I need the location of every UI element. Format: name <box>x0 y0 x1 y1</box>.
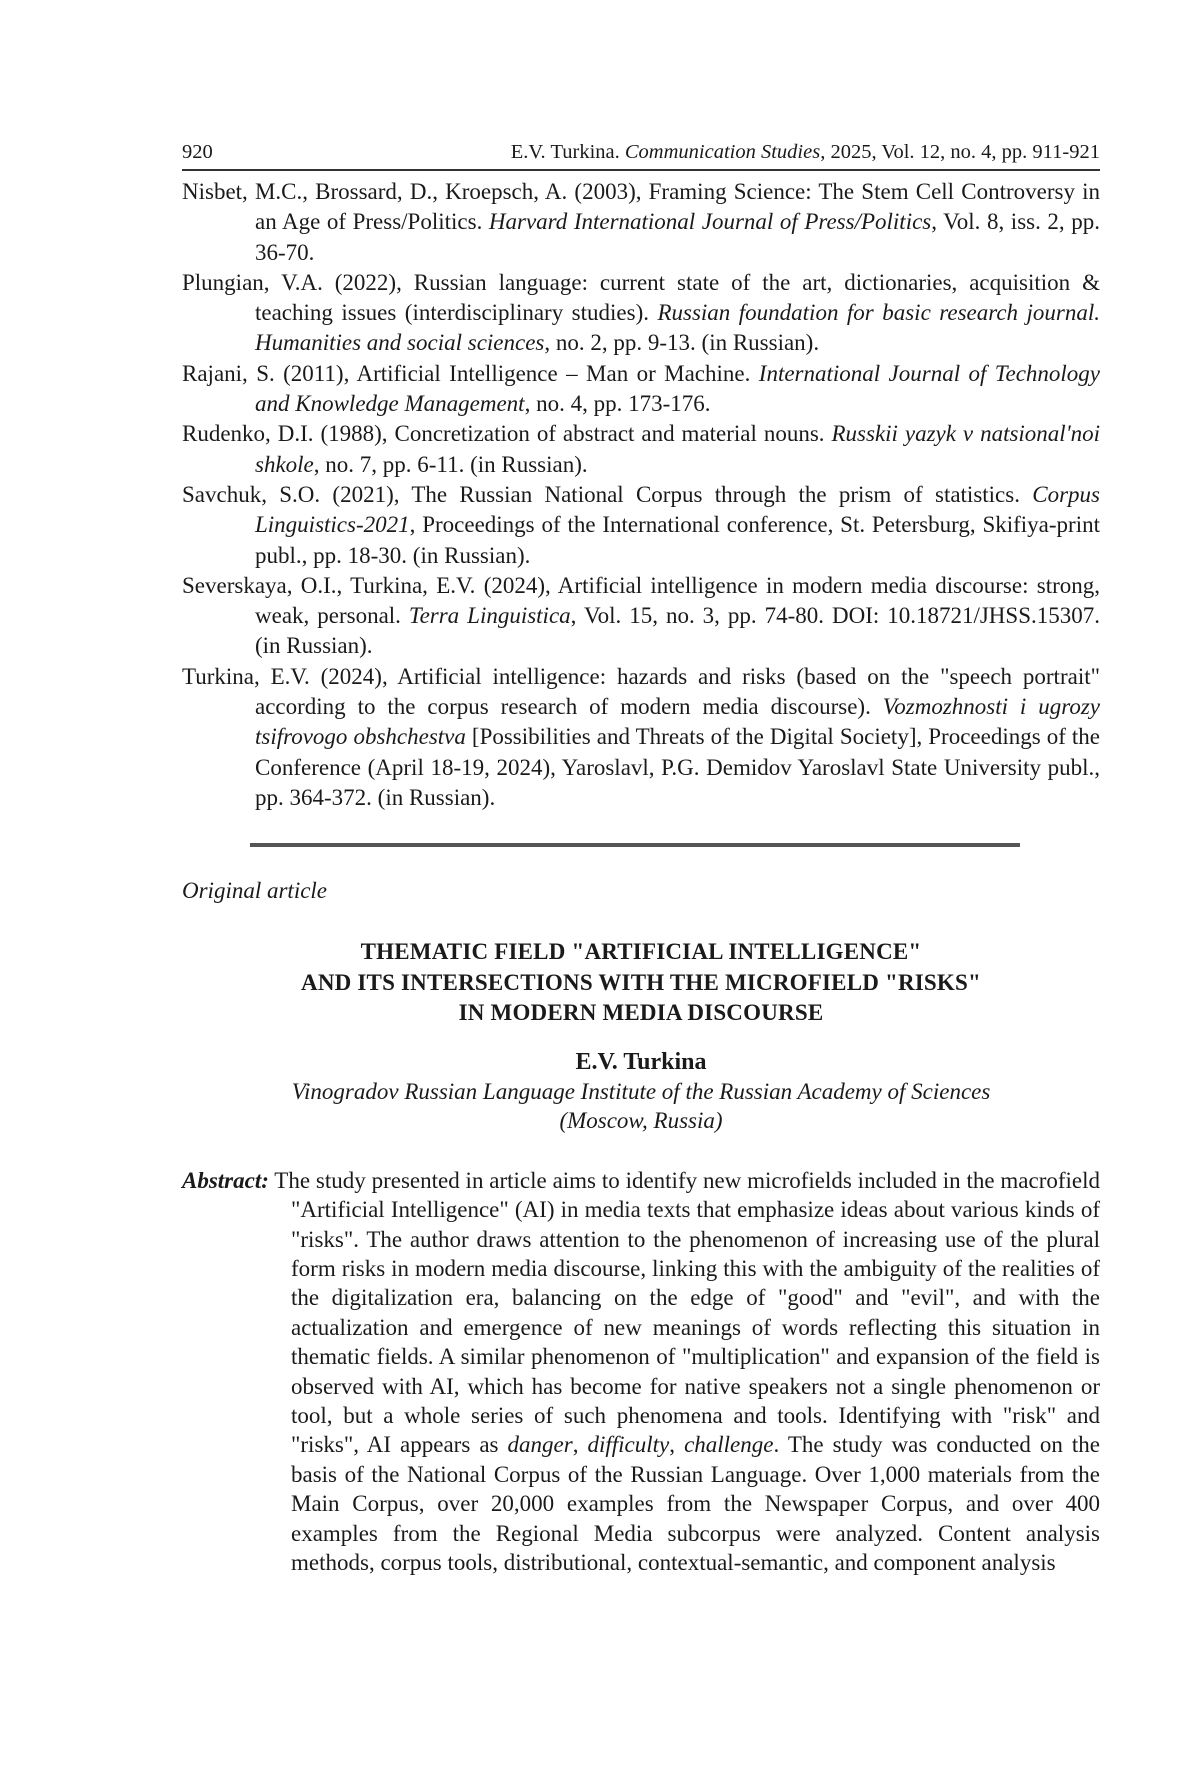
citation-details: , 2025, Vol. 12, no. 4, pp. 911-921 <box>820 141 1100 163</box>
abstract-term: danger <box>507 1432 573 1458</box>
running-citation <box>511 140 1100 164</box>
reference-source: Vozmozhnosti i ugrozy tsifrovogo obshchestva <box>255 694 1100 750</box>
reference-tail: , Vol. 8, iss. 2, pp. 36-70. <box>255 209 1100 265</box>
article-type-label: Original article <box>182 878 328 904</box>
reference-text: Plungian, V.A. (2022), Russian language: current state of the art, dictionaries, acquisition & teaching issues (interdisciplinary studies). <box>182 269 1100 326</box>
title-line: IN MODERN MEDIA DISCOURSE <box>458 1000 824 1026</box>
reference-tail: , Vol. 15, no. 3, pp. 74-80. DOI: 10.18721/JHSS.15307. (in Russian). <box>255 603 1100 659</box>
reference-source: Terra Linguistica <box>408 603 571 629</box>
reference-entry <box>182 268 1100 359</box>
reference-tail: , no. 4, pp. 173-176. <box>524 391 711 417</box>
reference-source: Russkii yazyk v natsional'noi shkole <box>255 421 1100 477</box>
journal-page <box>182 140 1100 1577</box>
reference-entry <box>182 571 1100 662</box>
reference-entry <box>182 177 1100 268</box>
abstract <box>182 1166 1100 1578</box>
title-line: THEMATIC FIELD "ARTIFICIAL INTELLIGENCE" <box>360 939 922 965</box>
reference-tail: , no. 7, pp. 6-11. (in Russian). <box>313 451 588 477</box>
abstract-term: difficulty <box>587 1432 670 1458</box>
reference-entry <box>182 480 1100 571</box>
reference-text: Severskaya, O.I., Turkina, E.V. (2024), Artificial intelligence in modern media discourse: strong, weak, personal. <box>182 572 1100 629</box>
reference-text: Turkina, E.V. (2024), Artificial intelligence: hazards and risks (based on the "speech portrait" according to the corpus research of modern media discourse). <box>182 663 1100 720</box>
reference-source: Harvard International Journal of Press/Politics <box>488 209 932 235</box>
page-number: 920 <box>182 141 213 163</box>
author-affiliation: Vinogradov Russian Language Institute of the Russian Academy of Sciences <box>291 1078 991 1104</box>
abstract-text: The study presented in article aims to identify new microfields included in the macrofield "Artificial Intelligence" (AI) in media texts that emphasize ideas about various kinds of "risks". The author draws attention to the phenomenon of increasing use of the plural form risks in modern media discourse, linking this with the ambiguity of the realities of the digitalization era, balancing on the edge of "good" and "evil", and with the actualization and emergence of new meanings of words reflecting this situation in thematic fields. A similar phenomenon of "multiplication" and expansion of the field is observed with AI, which has become for native speakers not a single phenomenon or tool, but a whole series of such phenomena and tools. Identifying with "risk" and "risks", AI appears as <box>268 1167 1100 1458</box>
citation-author: E.V. Turkina. <box>510 141 625 163</box>
abstract-term: challenge <box>684 1432 774 1458</box>
reference-tail: , no. 2, pp. 9-13. (in Russian). <box>544 330 820 356</box>
reference-source: International Journal of Technology and Knowledge Management <box>255 360 1100 417</box>
article-title <box>182 937 1100 1029</box>
citation-journal: Communication Studies <box>624 141 821 163</box>
reference-entry <box>182 419 1100 480</box>
reference-tail: [Possibilities and Threats of the Digital Society], Proceedings of the Conference (April 18-19, 2024), Yaroslavl, P.G. Demidov Yaroslavl State University publ., pp. 364-372. (in Russian). <box>255 724 1100 810</box>
reference-entry <box>182 662 1100 813</box>
abstract-separator: , <box>669 1432 685 1458</box>
reference-text: Rajani, S. (2011), Artificial Intelligence – Man or Machine. <box>182 360 759 386</box>
reference-text: Nisbet, M.C., Brossard, D., Kroepsch, A. (2003), Framing Science: The Stem Cell Controversy in an Age of Press/Politics. <box>182 179 1100 235</box>
reference-source: Russian foundation for basic research journal. Humanities and social sciences <box>255 300 1100 356</box>
reference-entry <box>182 359 1100 420</box>
reference-list <box>182 177 1100 813</box>
title-line: AND ITS INTERSECTIONS WITH THE MICROFIELD "RISKS" <box>301 969 981 995</box>
author-name: E.V. Turkina <box>575 1048 707 1075</box>
abstract-separator: , <box>572 1432 588 1458</box>
section-divider <box>250 843 1020 847</box>
abstract-label: Abstract: <box>182 1167 269 1193</box>
reference-text: Savchuk, S.O. (2021), The Russian National Corpus through the prism of statistics. <box>182 481 1033 507</box>
reference-text: Rudenko, D.I. (1988), Concretization of abstract and material nouns. <box>182 421 832 447</box>
author-location: (Moscow, Russia) <box>559 1108 723 1134</box>
reference-source: Corpus Linguistics-2021 <box>255 481 1100 538</box>
abstract-text: . The study was conducted on the basis of the National Corpus of the Russian Language. Over 1,000 materials from the Main Corpus, over 20,000 examples from the Newspaper Corpus, and over 400 examples from the Regional Media subcorpus were analyzed. Content analysis methods, corpus tools, distributional, contextual-semantic, and component analysis <box>291 1432 1101 1576</box>
reference-tail: , Proceedings of the International conference, St. Petersburg, Skifiya-print publ., pp. 18-30. (in Russian). <box>255 512 1100 568</box>
running-head <box>182 140 1100 171</box>
